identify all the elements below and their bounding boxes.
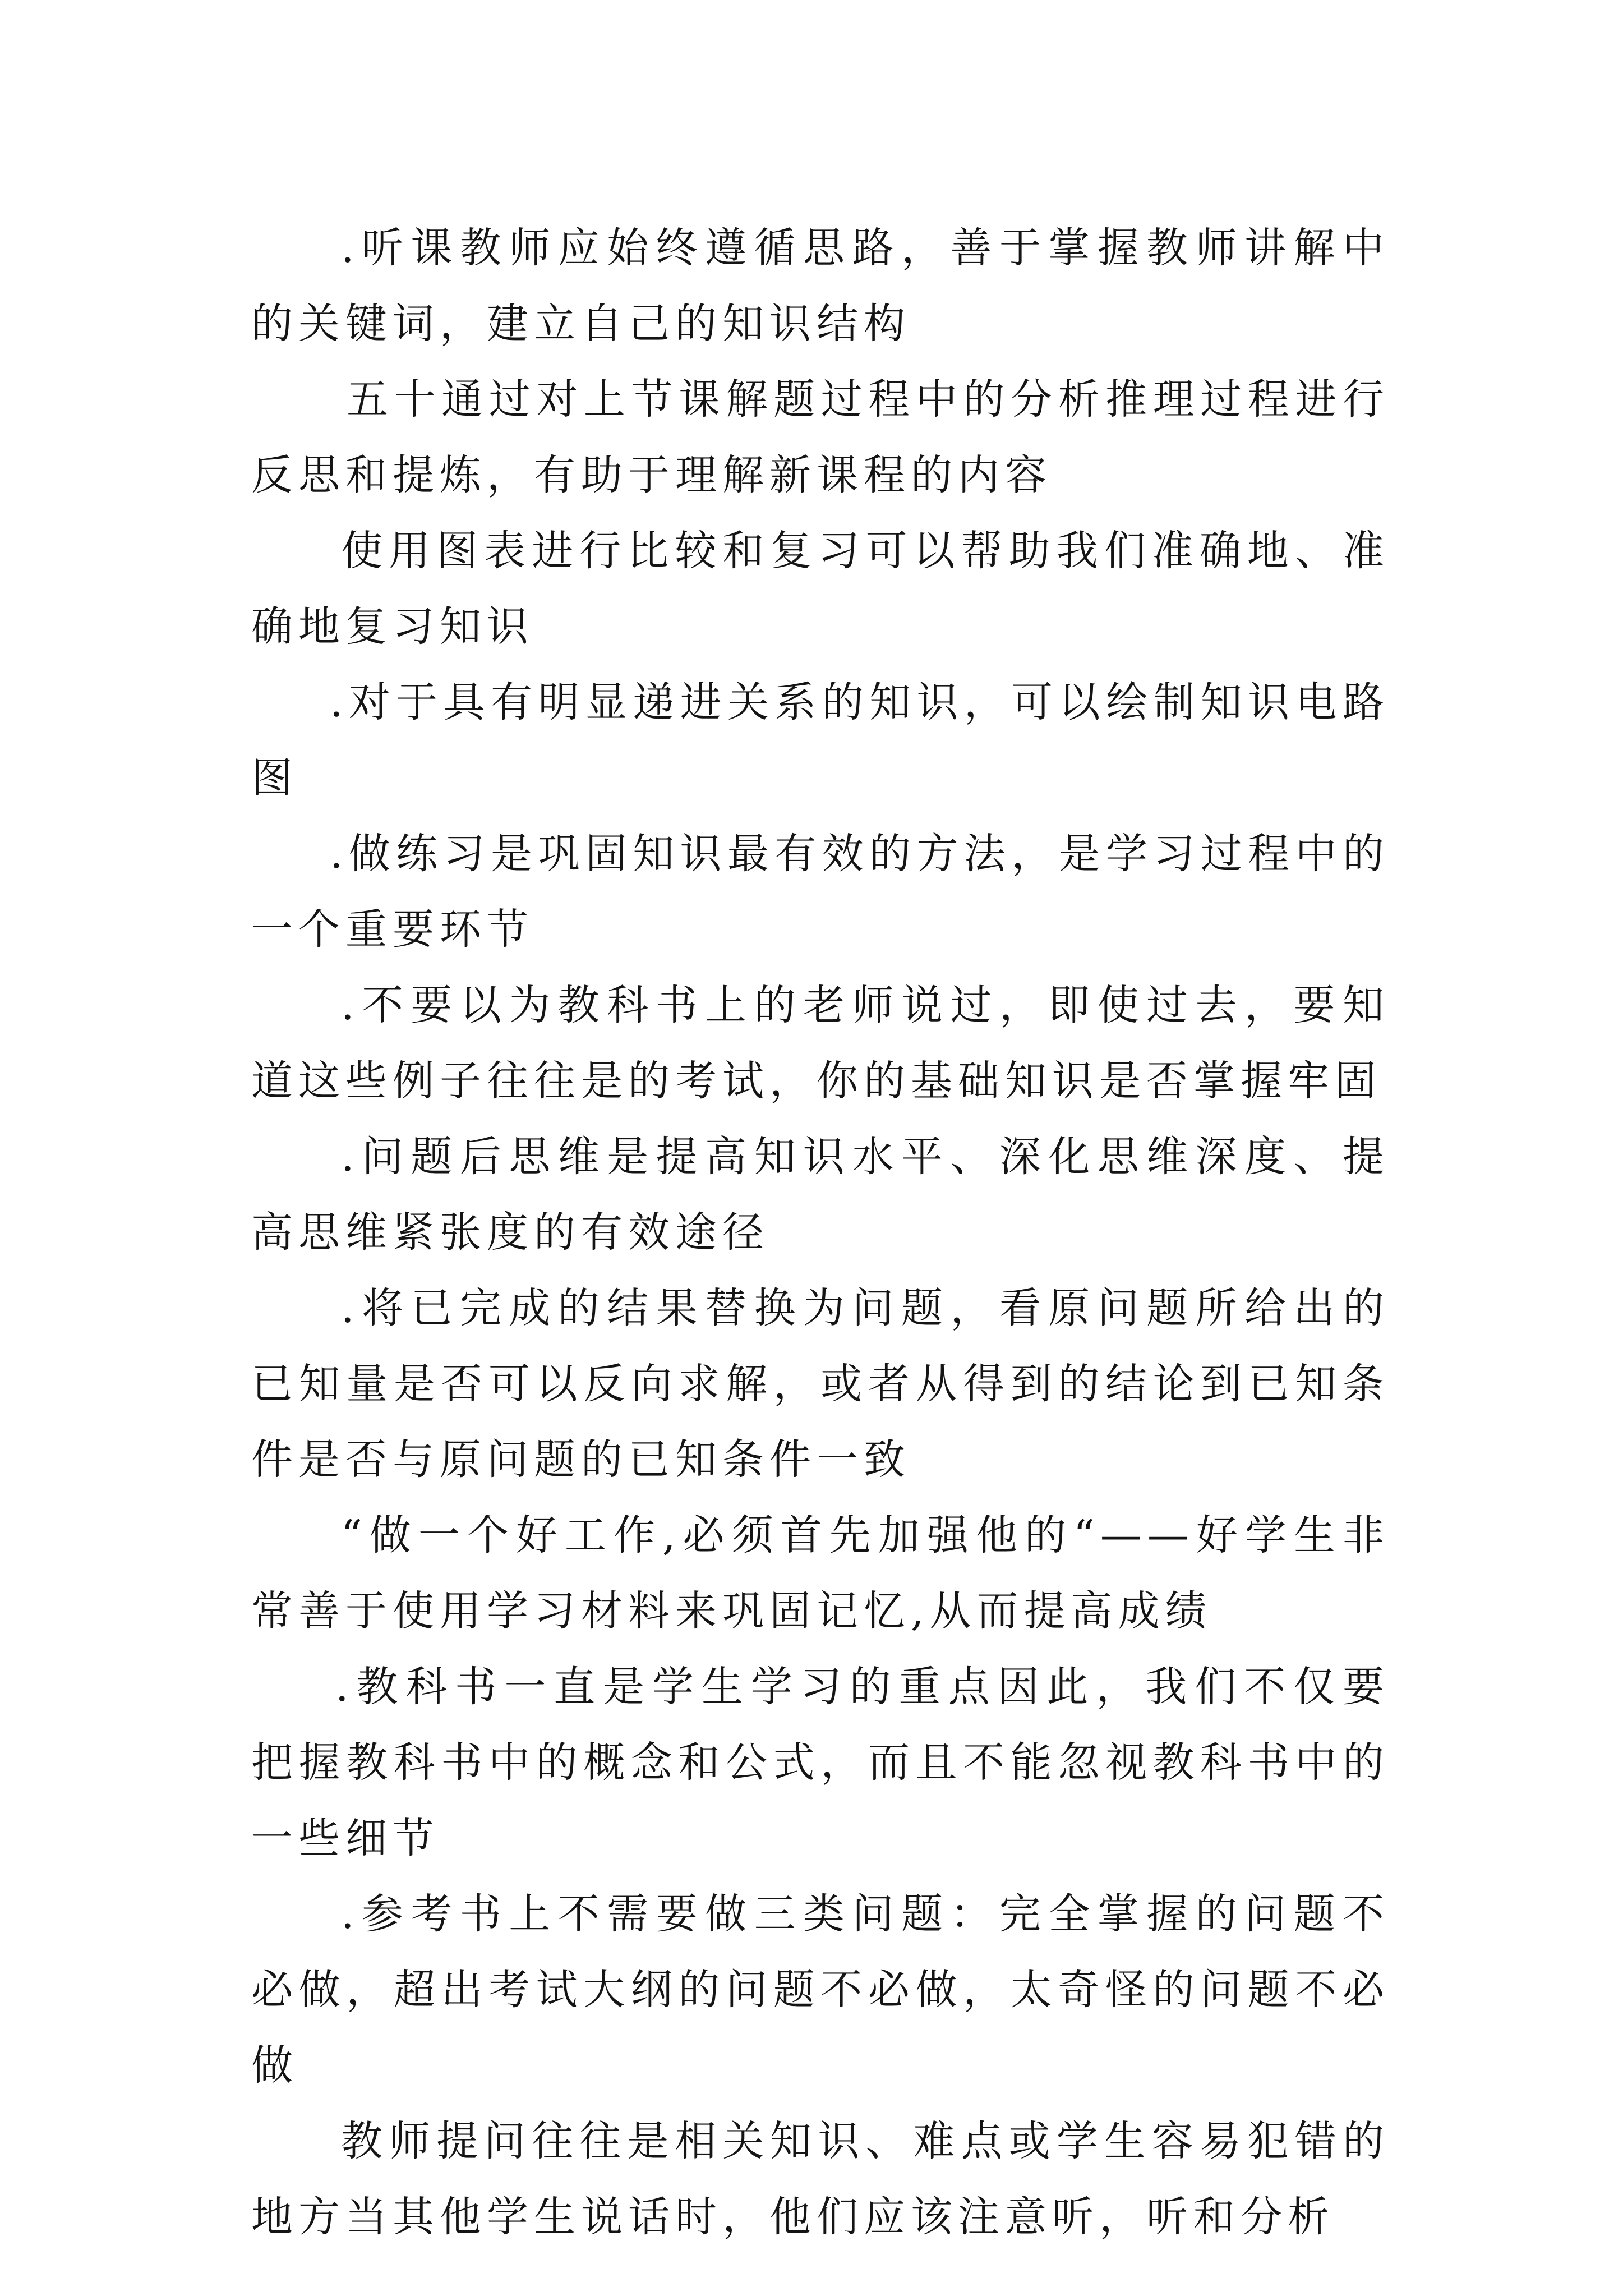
paragraph: .将已完成的结果替换为问题，看原问题所给出的已知量是否可以反向求解，或者从得到的结论到已知条件是否与原问题的已知条件一致 — [251, 1284, 1390, 1484]
document-body — [251, 210, 1390, 2255]
paragraph: .听课教师应始终遵循思路，善于掌握教师讲解中的关键词，建立自己的知识结构 — [251, 224, 1390, 348]
paragraph: .问题后思维是提高知识水平、深化思维深度、提高思维紧张度的有效途径 — [251, 1133, 1390, 1257]
paragraph: .教科书一直是学生学习的重点因此，我们不仅要把握教科书中的概念和公式，而且不能忽视教科书中的一些细节 — [251, 1663, 1390, 1862]
paragraph: .做练习是巩固知识最有效的方法，是学习过程中的一个重要环节 — [251, 830, 1390, 954]
paragraph: .不要以为教科书上的老师说过，即使过去，要知道这些例子往往是的考试，你的基础知识是否掌握牢固 — [251, 981, 1390, 1105]
paragraph: “做一个好工作,必须首先加强他的“——好学生非常善于使用学习材料来巩固记忆,从而提高成绩 — [251, 1511, 1390, 1635]
paragraph: 教师提问往往是相关知识、难点或学生容易犯错的地方当其他学生说话时，他们应该注意听，听和分析 — [251, 2117, 1390, 2241]
paragraph: 使用图表进行比较和复习可以帮助我们准确地、准确地复习知识 — [251, 527, 1390, 651]
paragraph: .对于具有明显递进关系的知识，可以绘制知识电路图 — [251, 678, 1390, 802]
paragraph: 五十通过对上节课解题过程中的分析推理过程进行反思和提炼，有助于理解新课程的内容 — [251, 375, 1390, 499]
paragraph: .参考书上不需要做三类问题：完全掌握的问题不必做，超出考试大纲的问题不必做，太奇怪的问题不必做 — [251, 1890, 1390, 2090]
